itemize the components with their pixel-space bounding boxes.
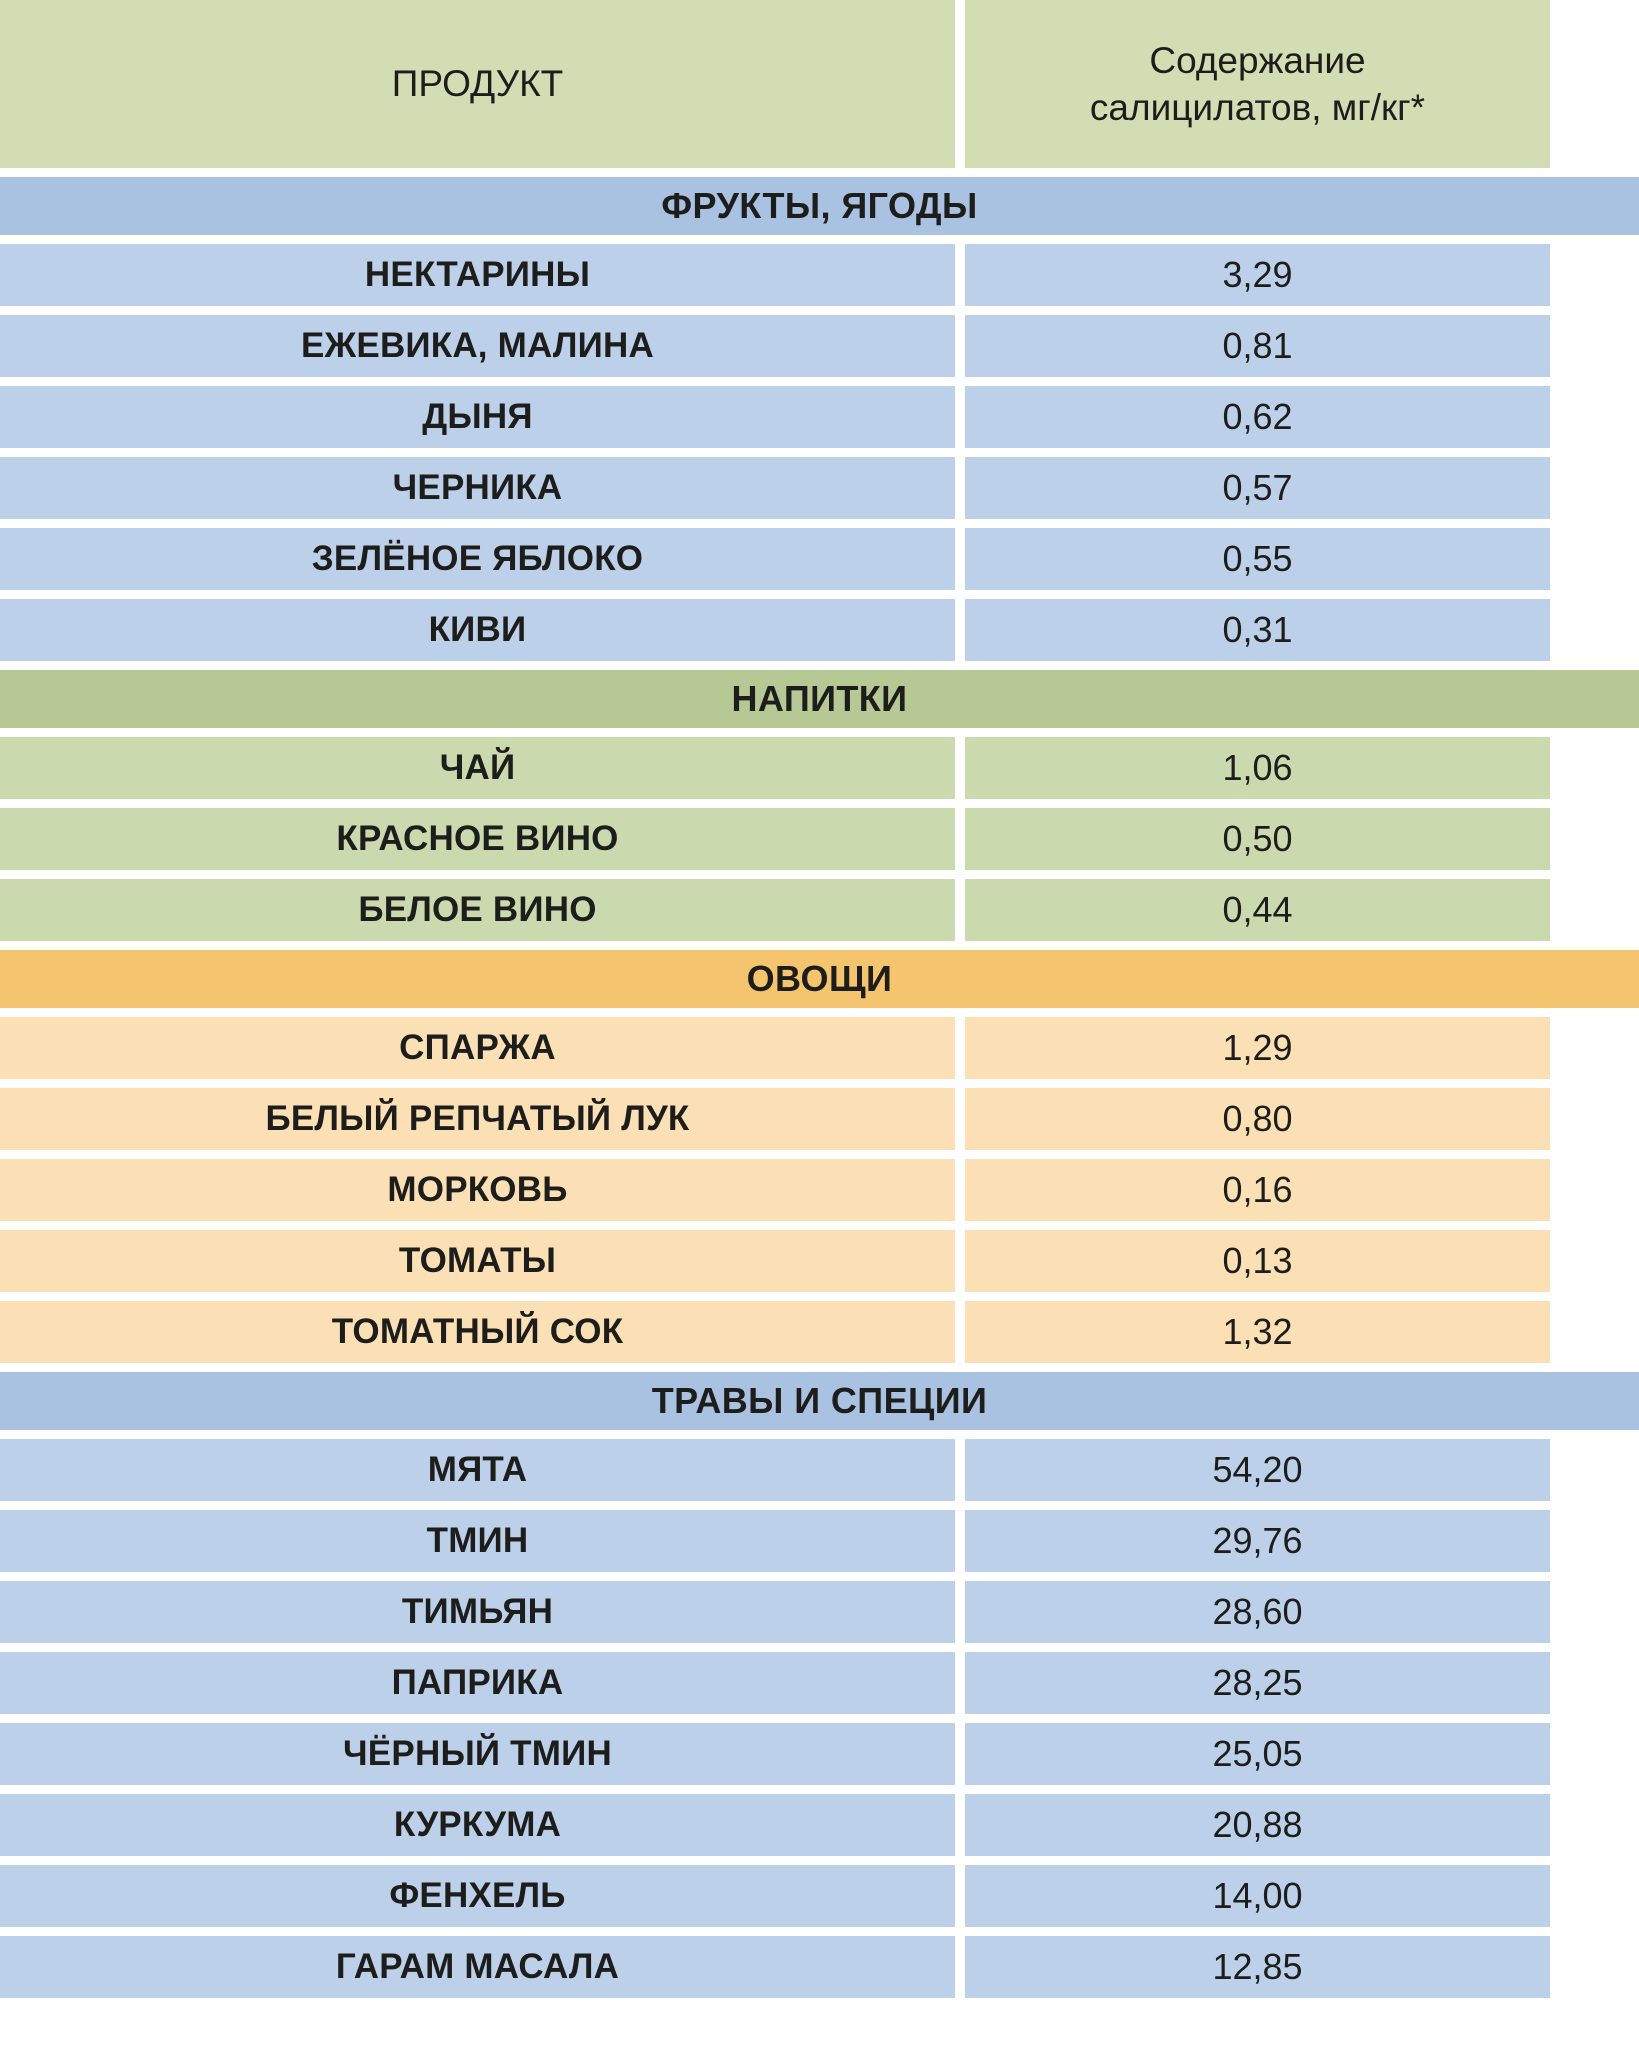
section-header: НАПИТКИ	[0, 670, 1639, 728]
table-row	[0, 386, 1639, 448]
table-row	[0, 1301, 1639, 1363]
cell-value: 28,25	[965, 1652, 1550, 1714]
cell-value: 20,88	[965, 1794, 1550, 1856]
cell-value: 0,44	[965, 879, 1550, 941]
section-header: ФРУКТЫ, ЯГОДЫ	[0, 177, 1639, 235]
cell-product: КРАСНОЕ ВИНО	[0, 808, 955, 870]
cell-value: 54,20	[965, 1439, 1550, 1501]
cell-value: 3,29	[965, 244, 1550, 306]
section-header: ТРАВЫ И СПЕЦИИ	[0, 1372, 1639, 1430]
cell-value: 14,00	[965, 1865, 1550, 1927]
cell-value: 0,81	[965, 315, 1550, 377]
cell-product: БЕЛЫЙ РЕПЧАТЫЙ ЛУК	[0, 1088, 955, 1150]
cell-value: 29,76	[965, 1510, 1550, 1572]
table-row	[0, 808, 1639, 870]
section-header: ОВОЩИ	[0, 950, 1639, 1008]
table-row	[0, 1865, 1639, 1927]
cell-value: 28,60	[965, 1581, 1550, 1643]
cell-value: 0,31	[965, 599, 1550, 661]
cell-product: ЧАЙ	[0, 737, 955, 799]
cell-product: НЕКТАРИНЫ	[0, 244, 955, 306]
table-row	[0, 1017, 1639, 1079]
cell-product: ГАРАМ МАСАЛА	[0, 1936, 955, 1998]
table-row	[0, 1936, 1639, 1998]
table-header-row	[0, 0, 1639, 168]
cell-value: 0,62	[965, 386, 1550, 448]
table-row	[0, 244, 1639, 306]
table-row	[0, 1652, 1639, 1714]
cell-product: БЕЛОЕ ВИНО	[0, 879, 955, 941]
table-row	[0, 457, 1639, 519]
table-row	[0, 1159, 1639, 1221]
table-row	[0, 1510, 1639, 1572]
cell-value: 0,16	[965, 1159, 1550, 1221]
table-row	[0, 737, 1639, 799]
table-body	[0, 177, 1639, 2007]
cell-product: ФЕНХЕЛЬ	[0, 1865, 955, 1927]
table-row	[0, 1723, 1639, 1785]
table-row	[0, 528, 1639, 590]
cell-value: 25,05	[965, 1723, 1550, 1785]
table-row	[0, 1230, 1639, 1292]
cell-product: КИВИ	[0, 599, 955, 661]
cell-value: 0,57	[965, 457, 1550, 519]
table-row	[0, 1794, 1639, 1856]
cell-product: ПАПРИКА	[0, 1652, 955, 1714]
cell-product: ЗЕЛЁНОЕ ЯБЛОКО	[0, 528, 955, 590]
cell-product: СПАРЖА	[0, 1017, 955, 1079]
cell-product: ЧЁРНЫЙ ТМИН	[0, 1723, 955, 1785]
cell-value: 0,55	[965, 528, 1550, 590]
cell-product: ЧЕРНИКА	[0, 457, 955, 519]
cell-value: 1,32	[965, 1301, 1550, 1363]
cell-product: ДЫНЯ	[0, 386, 955, 448]
cell-value: 0,80	[965, 1088, 1550, 1150]
cell-product: МЯТА	[0, 1439, 955, 1501]
cell-product: ТОМАТНЫЙ СОК	[0, 1301, 955, 1363]
table-row	[0, 879, 1639, 941]
cell-value: 1,29	[965, 1017, 1550, 1079]
cell-product: МОРКОВЬ	[0, 1159, 955, 1221]
table-row	[0, 315, 1639, 377]
table-row	[0, 1439, 1639, 1501]
table-row	[0, 1088, 1639, 1150]
column-header-product: ПРОДУКТ	[0, 0, 955, 168]
cell-product: ТОМАТЫ	[0, 1230, 955, 1292]
column-header-value	[965, 0, 1550, 168]
cell-value: 12,85	[965, 1936, 1550, 1998]
table-row	[0, 599, 1639, 661]
column-header-value-line1: Содержание	[1149, 39, 1366, 81]
cell-value: 1,06	[965, 737, 1550, 799]
cell-product: ТИМЬЯН	[0, 1581, 955, 1643]
cell-value: 0,50	[965, 808, 1550, 870]
cell-product: ТМИН	[0, 1510, 955, 1572]
cell-value: 0,13	[965, 1230, 1550, 1292]
column-header-value-line2: салицилатов, мг/кг*	[1089, 87, 1426, 128]
cell-product: ЕЖЕВИКА, МАЛИНА	[0, 315, 955, 377]
table-row	[0, 1581, 1639, 1643]
cell-product: КУРКУМА	[0, 1794, 955, 1856]
